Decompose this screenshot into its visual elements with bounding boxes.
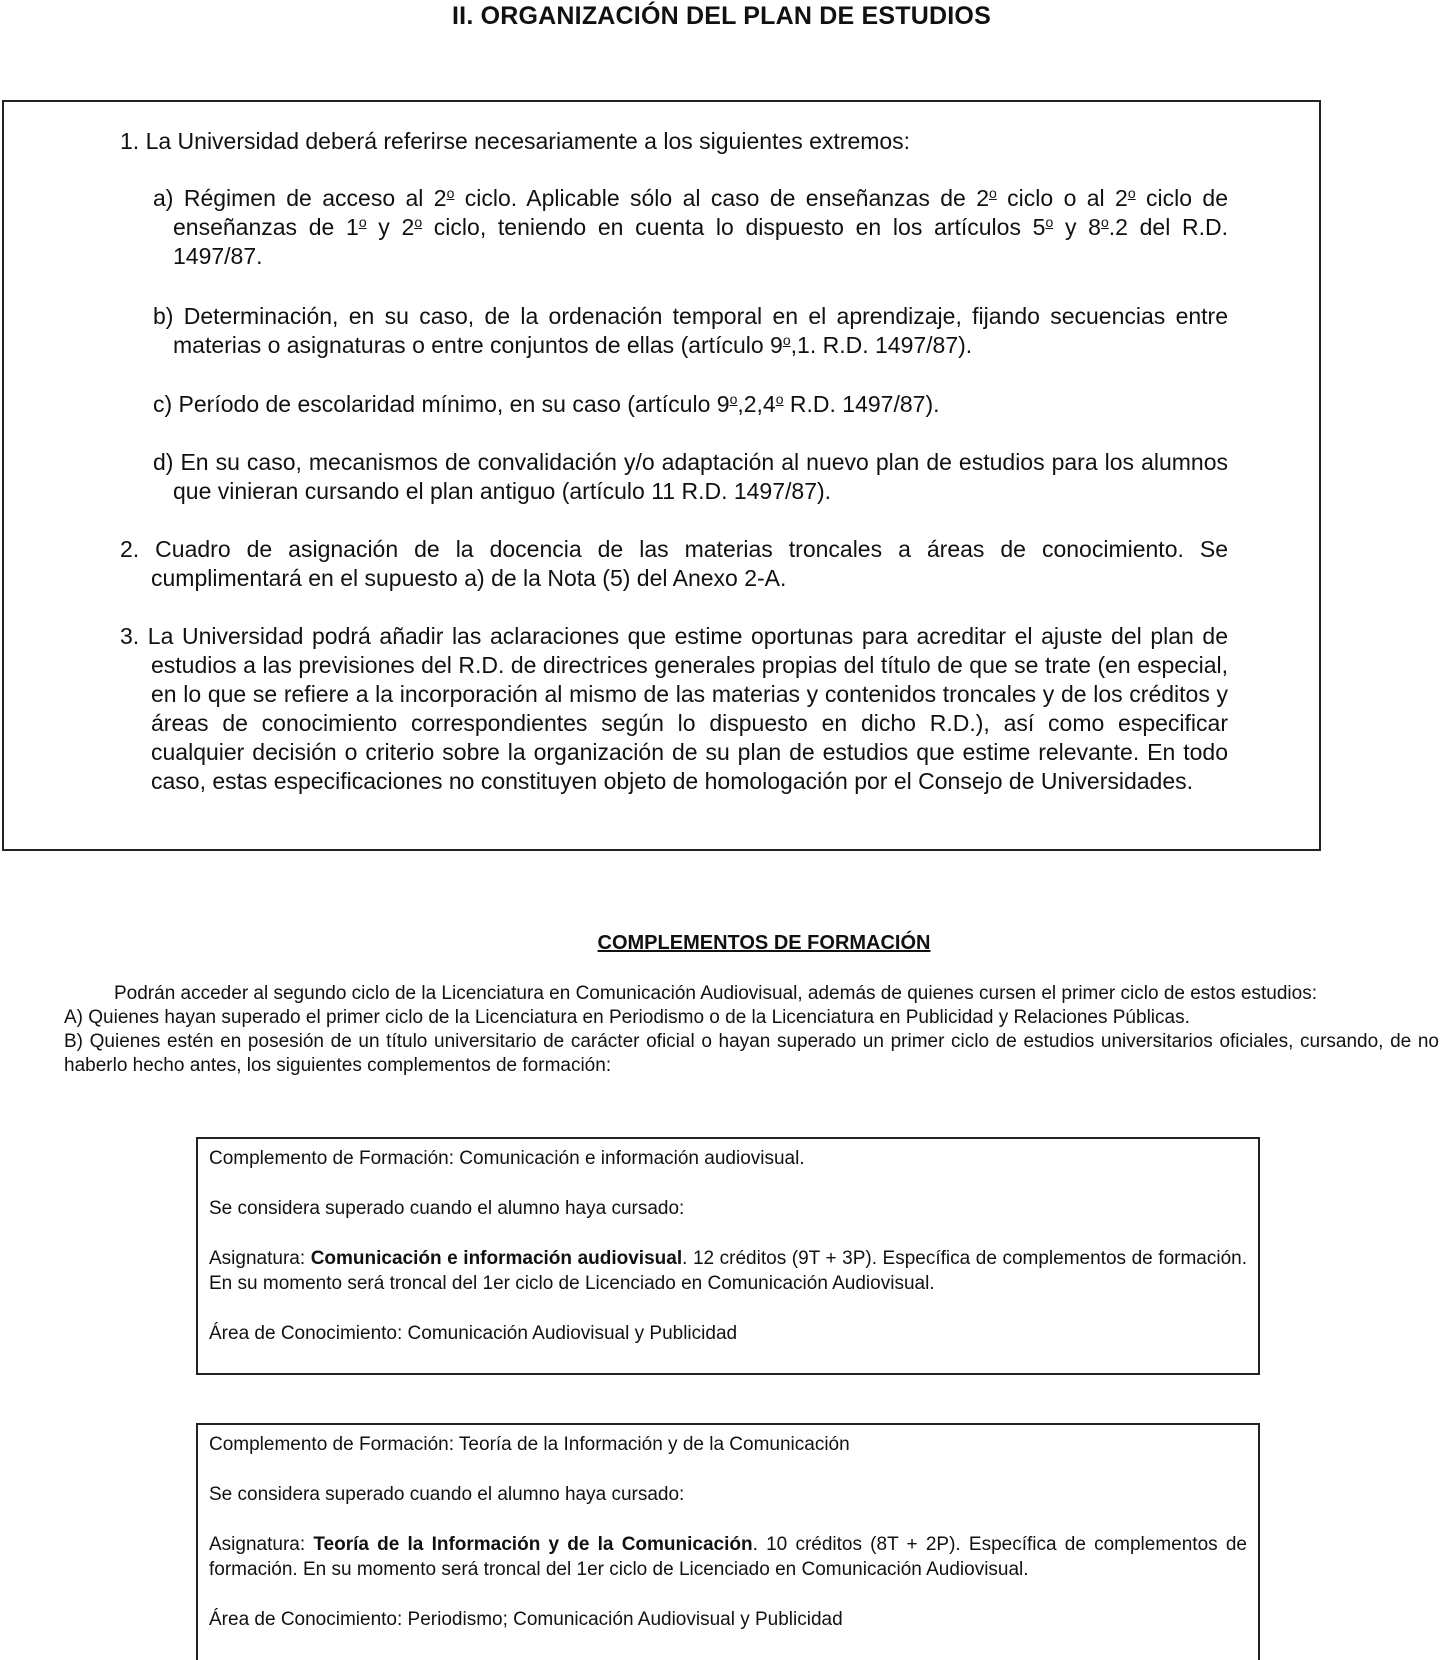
page-title: II. ORGANIZACIÓN DEL PLAN DE ESTUDIOS [452, 2, 991, 30]
complemento-condition: Se considera superado cuando el alumno haya cursado: [209, 1198, 685, 1219]
ordinal-mark: o [358, 214, 367, 230]
complemento-box-1 [196, 1137, 1260, 1375]
complemento-asignatura: Asignatura: Comunicación e información audiovisual. 12 créditos (9T + 3P). Específica de complementos de formación. En su momento será troncal del 1er ciclo de Licenciado en Comunicación Audiovisual. [209, 1248, 1247, 1294]
ordinal-mark: o [989, 185, 997, 201]
ordinal-mark: o [446, 185, 455, 201]
ordinal-mark: o [775, 391, 784, 407]
complemento-area: Área de Conocimiento: Periodismo; Comunicación Audiovisual y Publicidad [209, 1609, 843, 1630]
ordinal-mark: o [1045, 214, 1054, 230]
asignatura-name: Comunicación e información audiovisual [310, 1248, 683, 1269]
option-b: B) Quienes estén en posesión de un título universitario de carácter oficial o hayan superado un primer ciclo de estudios universitarios oficiales, cursando, de no haberlo hecho antes, los siguientes complementos de formación: [64, 1031, 1439, 1076]
ordinal-mark: o [1100, 214, 1109, 230]
organization-item-c: c) Período de escolaridad mínimo, en su caso (artículo 9$^o$,2,4$^o$ R.D. 1497/87). [153, 391, 940, 417]
complemento-area: Área de Conocimiento: Comunicación Audiovisual y Publicidad [209, 1323, 738, 1344]
complemento-asignatura: Asignatura: Teoría de la Información y de la Comunicación. 10 créditos (8T + 2P). Específica de complementos de formación. En su momento será troncal del 1er ciclo de Licenciado en Comunicación Audiovisual. [209, 1534, 1247, 1580]
complemento-box-2 [196, 1423, 1260, 1660]
box-edge-mark [1259, 1202, 1260, 1214]
complementos-intro [64, 982, 1439, 1078]
ordinal-mark: o [1127, 185, 1136, 201]
ordinal-mark: o [729, 391, 738, 407]
complementos-heading: COMPLEMENTOS DE FORMACIÓN [597, 932, 931, 954]
ordinal-mark: o [414, 214, 423, 230]
box-edge-mark [1259, 1225, 1260, 1231]
option-a: A) Quienes hayan superado el primer ciclo de la Licenciatura en Periodismo o de la Licenciatura en Publicidad y Relaciones Públicas. [64, 1007, 1190, 1028]
organization-item-b: b) Determinación, en su caso, de la ordenación temporal en el aprendizaje, fijando secuencias entre materias o asignaturas o entre conjuntos de ellas (artículo 9$^o$,1. R.D. 1497/87). [153, 303, 1228, 358]
asignatura-name: Teoría de la Información y de la Comunicación [313, 1534, 753, 1555]
complemento-title: Complemento de Formación: Teoría de la Información y de la Comunicación [209, 1434, 850, 1455]
organization-item-3: 3. La Universidad podrá añadir las aclaraciones que estime oportunas para acreditar el ajuste del plan de estudios a las previsiones del R.D. de directrices generales propias del título de que se trate (en especial, en lo que se refiere a la incorporación al mismo de las materias y contenidos troncales y de los créditos y áreas de conocimiento correspondientes según lo dispuesto en dicho R.D.), así como especificar cualquier decisión o criterio sobre la organización de su plan de estudios que estime relevante. En todo caso, estas especificaciones no constituyen objeto de homologación por el Consejo de Universidades. [120, 623, 1228, 794]
intro-paragraph: Podrán acceder al segundo ciclo de la Licenciatura en Comunicación Audiovisual, además de quienes cursen el primer ciclo de estos estudios: [114, 983, 1317, 1004]
organization-item-2: 2. Cuadro de asignación de la docencia de las materias troncales a áreas de conocimiento. Se cumplimentará en el supuesto a) de la Nota (5) del Anexo 2-A. [120, 536, 1228, 591]
complemento-title: Complemento de Formación: Comunicación e información audiovisual. [209, 1148, 805, 1169]
organization-item-1: 1. La Universidad deberá referirse necesariamente a los siguientes extremos: [120, 128, 911, 154]
organization-item-a: a) Régimen de acceso al 2$^o$ ciclo. Aplicable sólo al caso de enseñanzas de 2$^o$ ciclo o al 2$^o$ ciclo de enseñanzas de 1$^o$ y 2$^o$ ciclo, teniendo en cuenta lo dispuesto en los artículos 5$^o$ y 8$^o$.2 del R.D. 1497/87. [153, 185, 1229, 269]
complemento-condition: Se considera superado cuando el alumno haya cursado: [209, 1484, 685, 1505]
ordinal-mark: o [782, 332, 791, 348]
organization-item-d: d) En su caso, mecanismos de convalidación y/o adaptación al nuevo plan de estudios para los alumnos que vinieran cursando el plan antiguo (artículo 11 R.D. 1497/87). [153, 449, 1228, 504]
